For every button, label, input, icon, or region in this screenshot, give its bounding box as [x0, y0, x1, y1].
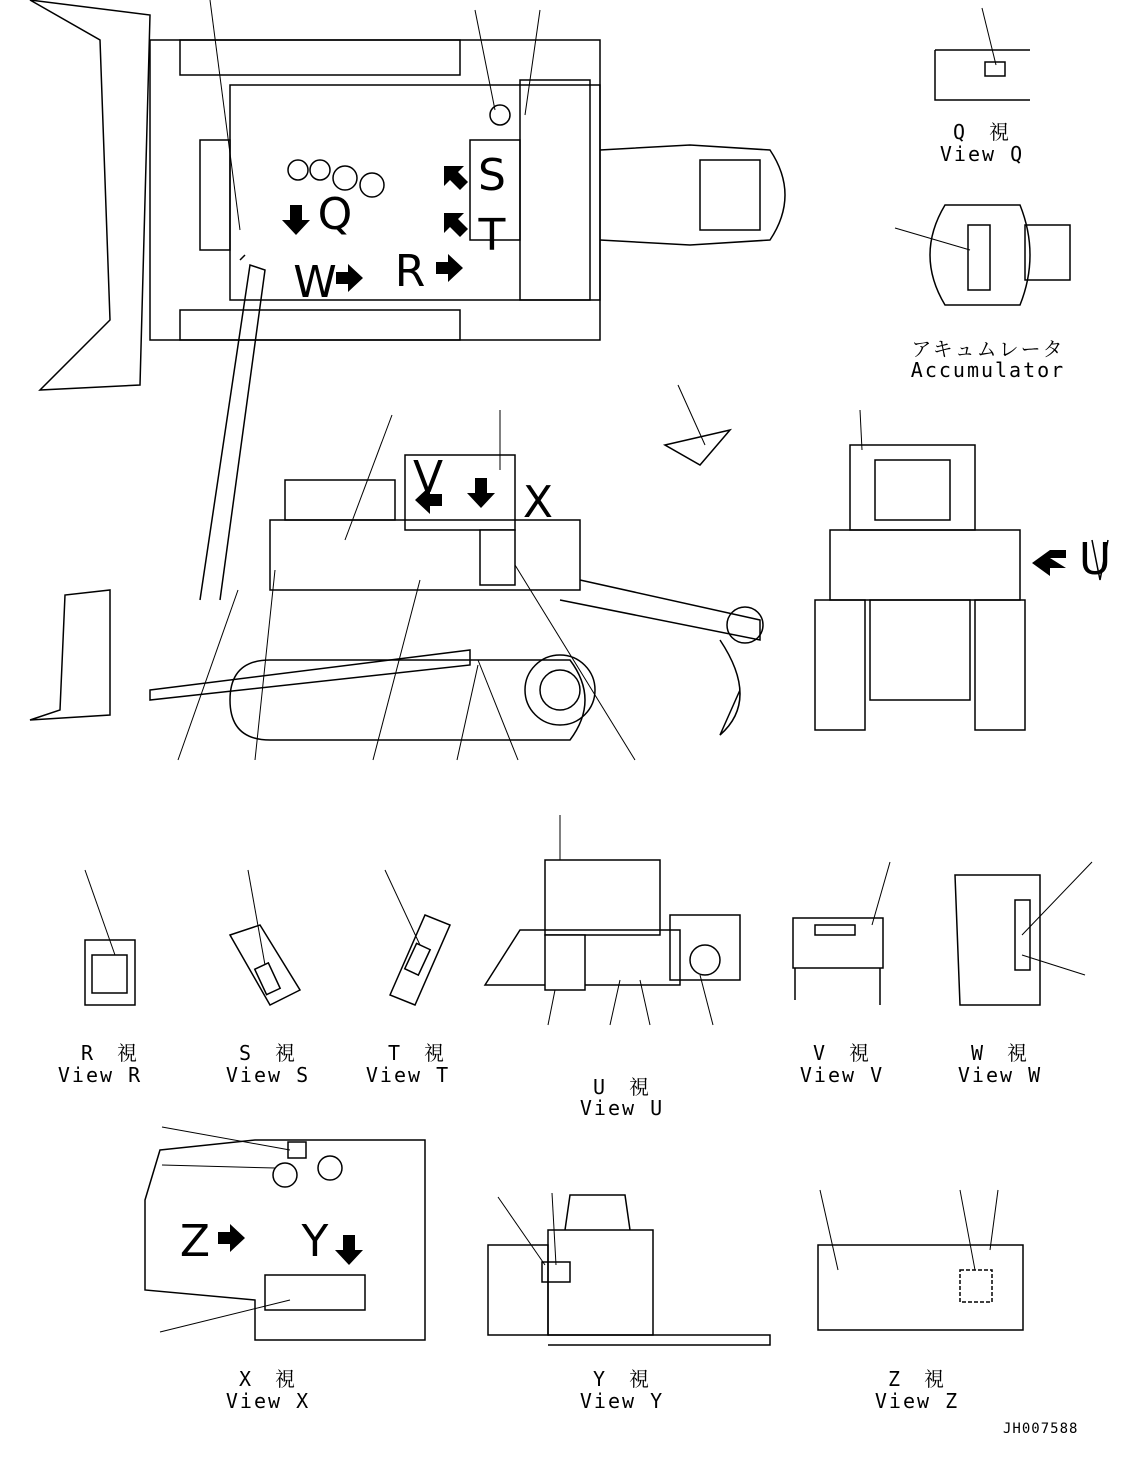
callout-r: R: [394, 246, 426, 297]
view-y-en: View Y: [579, 1389, 665, 1413]
top-view-dozer: [30, 0, 785, 390]
accumulator-en: Accumulator: [910, 358, 1066, 382]
view-q-jp: Q 視: [952, 120, 1012, 144]
view-z-en: View Z: [874, 1389, 960, 1413]
callout-v: V: [412, 452, 444, 503]
view-x-jp: X 視: [238, 1367, 298, 1391]
accumulator-drawing: [895, 205, 1070, 305]
view-q-drawing: [935, 8, 1030, 100]
rear-view-dozer: [815, 410, 1108, 730]
callout-t: T: [478, 210, 506, 261]
view-s-jp: S 視: [238, 1041, 298, 1065]
view-v-jp: V 視: [812, 1041, 872, 1065]
view-r-en: View R: [57, 1063, 143, 1087]
view-z-jp: Z 視: [887, 1367, 947, 1391]
view-u-jp: U 視: [592, 1075, 652, 1099]
view-y-jp: Y 視: [592, 1367, 652, 1391]
callout-w: W: [293, 257, 337, 308]
view-y-drawing: [488, 1193, 770, 1345]
view-w-en: View W: [957, 1063, 1043, 1087]
callout-z: Z: [179, 1216, 211, 1267]
views-r-s-t: [85, 870, 450, 1005]
view-s-en: View S: [225, 1063, 311, 1087]
callout-u: U: [1078, 534, 1112, 585]
view-u-en: View U: [579, 1096, 665, 1120]
callout-y: Y: [301, 1216, 329, 1267]
views-v-w: [793, 862, 1092, 1005]
view-q-en: View Q: [939, 142, 1025, 166]
view-z-drawing: [818, 1190, 1023, 1330]
view-w-jp: W 視: [970, 1041, 1030, 1065]
view-u-drawing: [485, 815, 740, 1025]
callout-s: S: [478, 150, 506, 201]
callout-x: X: [522, 477, 554, 528]
view-v-en: View V: [799, 1063, 885, 1087]
view-x-en: View X: [225, 1389, 311, 1413]
view-t-en: View T: [365, 1063, 451, 1087]
view-t-jp: T 視: [387, 1041, 447, 1065]
callout-q: Q: [317, 189, 353, 240]
drawing-id: JH007588: [1003, 1421, 1079, 1437]
accumulator-jp: アキュムレータ: [911, 337, 1065, 361]
view-r-jp: R 視: [80, 1041, 140, 1065]
